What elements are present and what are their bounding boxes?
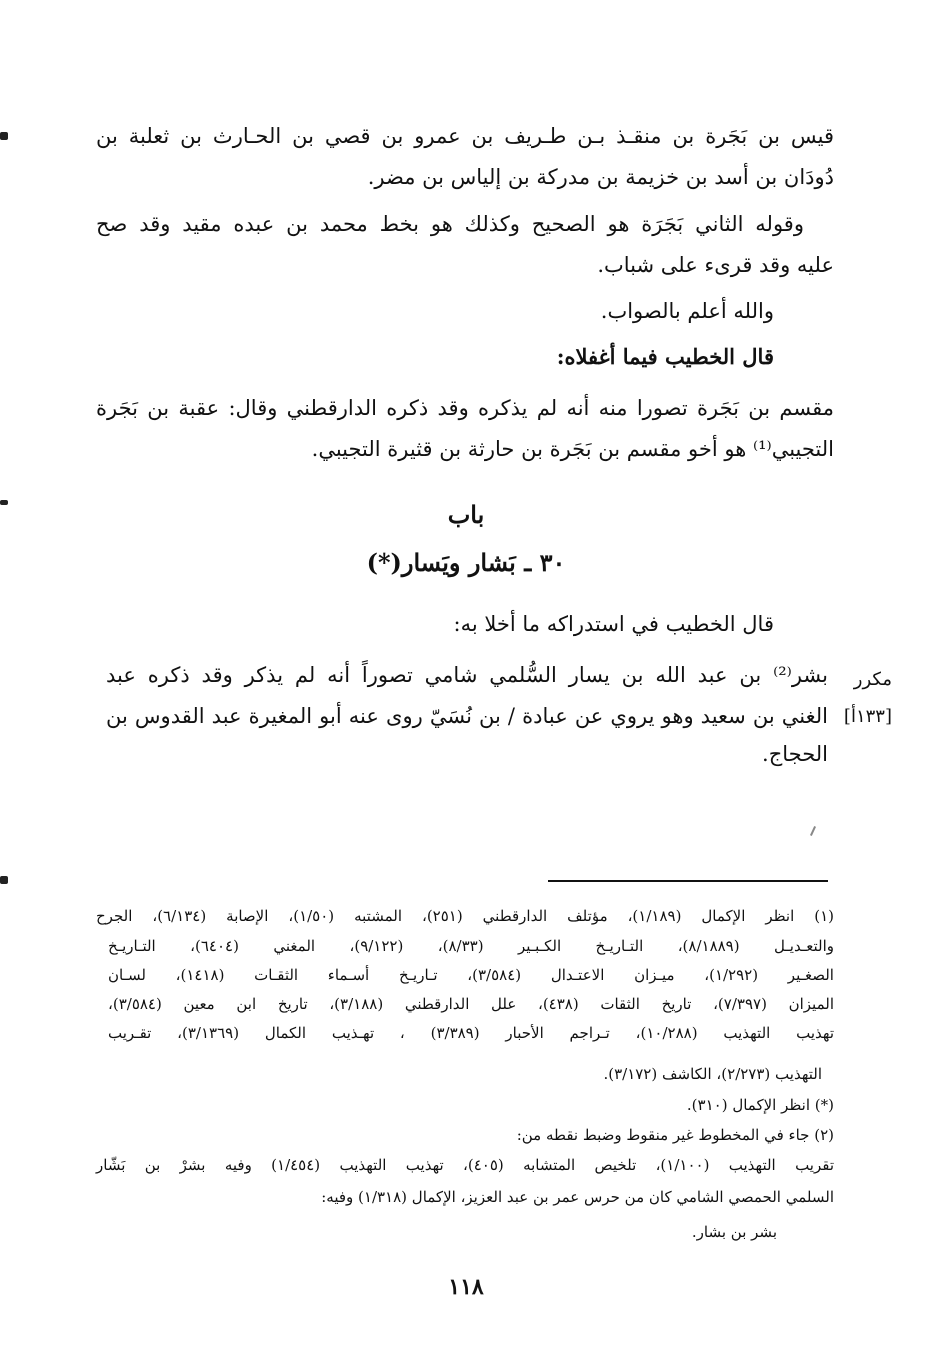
footnote-line-3: الصغـير (١/٢٩٢)، ميـزان الاعتـدال (٣/٥٨٤)، تـاريـخ أسـماء الثقـات (١٤١٨)، لسـان (108, 966, 834, 984)
footnote-line-11: بشر بن بشار. (691, 1223, 777, 1241)
scan-edge-mark (0, 876, 8, 884)
section-title: ٣٠ ـ بَشار ويَسار(*) (366, 548, 566, 577)
footnote-line-4: الميزان (٧/٣٩٧)، تاريخ الثقات (٤٣٨)، علل الدارقطني (٣/١٨٨)، تاريخ ابن معين (٣/٥٨٤)، (108, 995, 834, 1013)
main-line-8: التجيبي⁽¹⁾ هو أخو مقسم بن بَجَرة بن حارثة بن قثيرة التجيبي. (311, 437, 834, 461)
main-line-4: عليه وقد قرىء على شباب. (597, 253, 834, 277)
main-line-6: قال الخطيب فيما أغفلاه: (556, 344, 774, 369)
footnote-line-1: (١) انظر الإكمال (١/١٨٩)، مؤتلف الدارقطني (٢٥١)، المشتبه (١/٥٠)، الإصابة (٦/١٣٤)، الجرح (96, 907, 835, 925)
scan-edge-mark (0, 132, 8, 140)
section-heading: باب (447, 500, 485, 529)
main-line-9: قال الخطيب في استدراكه ما أخلا به: (453, 612, 774, 636)
footnote-line-2: والتعـديـل (٨/١٨٨٩)، التـاريـخ الكـبـير (٨/٣٣)، (٩/١٢٢)، المغني (٦٤٠٤)، التـاريـخ (108, 937, 834, 955)
margin-note-repeated: مكرر (853, 669, 892, 690)
main-line-3: وقوله الثاني بَجَرَة هو الصحيح وكذلك هو بخط محمد بن عبده مقيد وقد صح (96, 212, 804, 236)
main-line-5: والله أعلم بالصواب. (600, 299, 774, 323)
main-line-1: قيس بن بَجَرة بن منقـذ بـن طـريف بن عمرو بن قصي بن الحـارث بن ثعلبة بن (96, 124, 834, 148)
main-line-7: مقسم بن بَجَرة تصورا منه أنه لم يذكره وقد ذكره الدارقطني وقال: عقبة بن بَجَرة (96, 396, 834, 420)
footnote-line-5: تهذيب التهذيب (١٠/٢٨٨)، تـراجم الأحبار (٣/٣٨٩) ، تهـذيب الكمال (٣/١٣٦٩)، تقـريب (108, 1024, 834, 1042)
footnote-line-6: التهذيب (٢/٢٧٣)، الكاشف (٣/١٧٢). (603, 1065, 822, 1083)
footnote-line-8: (٢) جاء في المخطوط غير منقوط وضبط نقطه من: (516, 1126, 834, 1144)
footnote-separator (548, 880, 828, 882)
main-line-12: الحجاج. (762, 742, 828, 766)
footnote-line-10: السلمي الحمصي الشامي كان من حرس عمر بن عبد العزيز، الإكمال (١/٣١٨) وفيه: (321, 1188, 834, 1206)
footnote-line-7: (*) انظر الإكمال (٣١٠). (686, 1096, 834, 1114)
margin-folio-reference: [١٣٣أ] (843, 706, 892, 727)
main-line-11: الغني بن سعيد وهو يروي عن عبادة / بن نُسَيّ روى عنه أبو المغيرة عبد القدوس بن (106, 704, 828, 728)
main-line-2: دُودَان بن أسد بن خزيمة بن مدركة بن إلياس بن مضر. (367, 165, 834, 189)
footnote-line-9: تقريب التهذيب (١/١٠٠)، تلخيص المتشابه (٤٠٥)، تهذيب التهذيب (١/٤٥٤) وفيه بشرْ بن بَشّار (96, 1156, 835, 1174)
main-line-10: بشر⁽²⁾ بن عبد الله بن يسار السُّلمي شامي تصوراً أنه لم يذكر وقد ذكره عبد (106, 663, 828, 687)
scan-speck (810, 826, 816, 836)
page-number: ١١٨ (448, 1274, 484, 1300)
